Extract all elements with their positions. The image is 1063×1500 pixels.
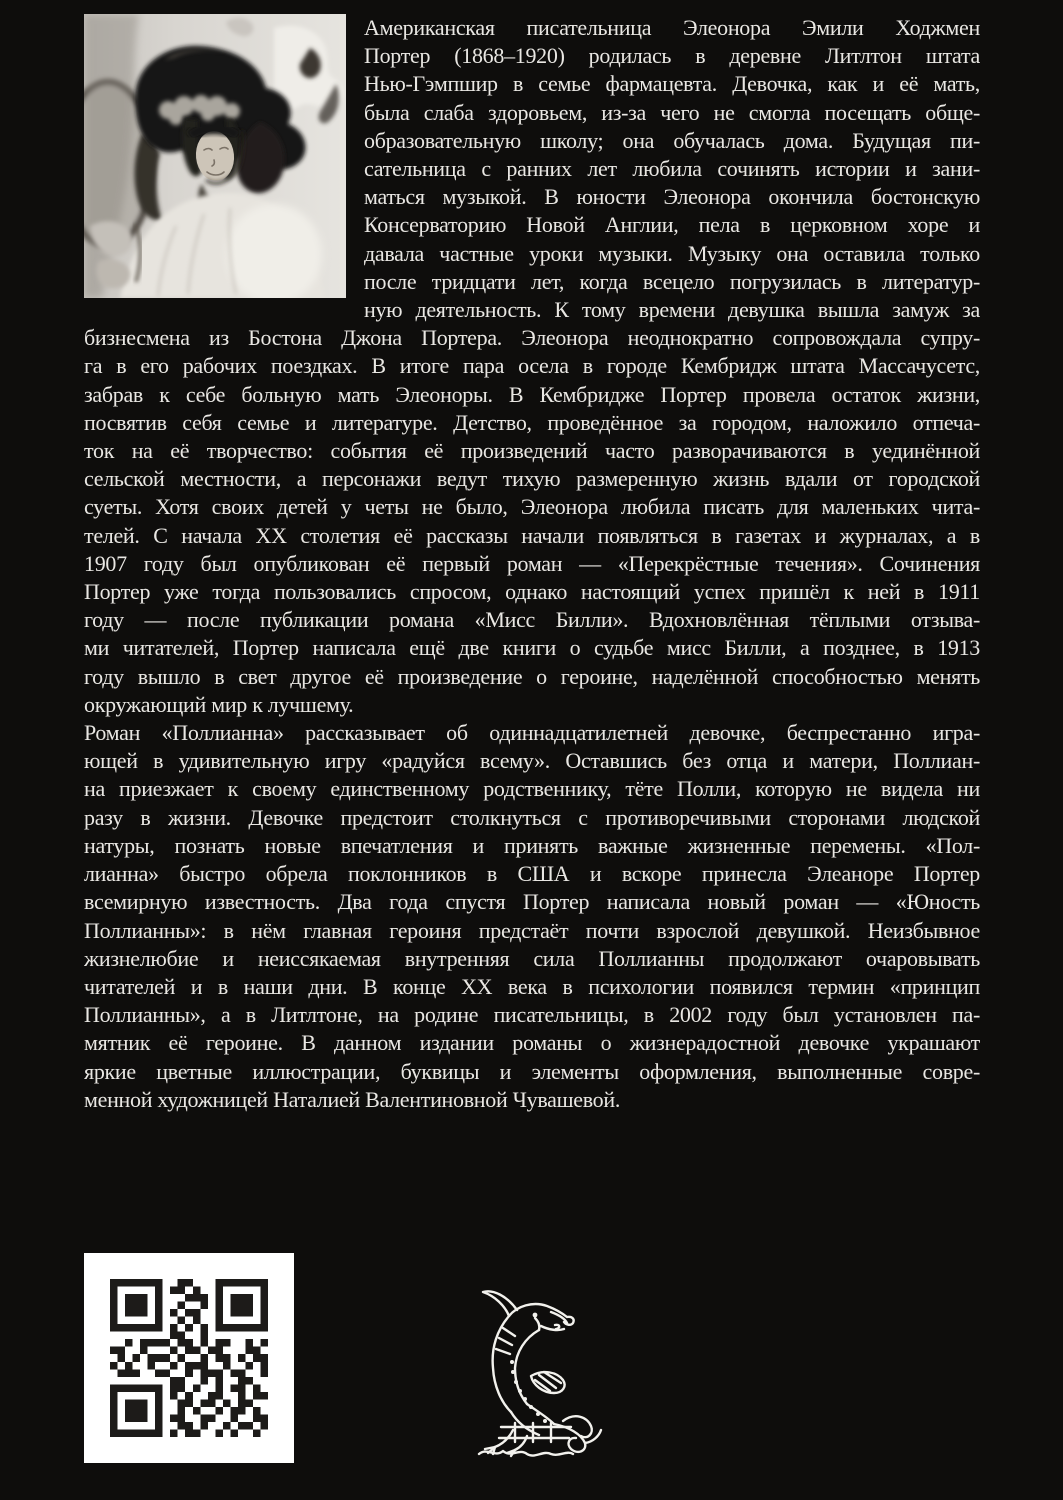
text-line: ную деятельность. К тому времени девушка вышла замуж за: [364, 297, 980, 323]
text-line: жизнелюбие и неиссякаемая внутренняя сила Поллианны продолжают очаровывать: [84, 945, 980, 971]
text-line: Портер (1868–1920) родилась в деревне Литлтон штата: [364, 43, 980, 69]
text-line: посвятив себя семье и литературе. Детство, проведённое за городом, наложило отпеча-: [84, 409, 980, 435]
text-line: га в его рабочих поездках. В итоге пара осела в городе Кембридж штата Массачусетс,: [84, 353, 980, 379]
annotation-text-block: [84, 14, 980, 1114]
text-line: Поллианны», а в Литлтоне, на родине писательницы, в 2002 году был установлен па-: [84, 1002, 980, 1028]
text-line: ющей в удивительную игру «радуйся всему». Оставшись без отца и матери, Поллиан-: [84, 748, 980, 774]
text-line: 1907 году был опубликован её первый роман — «Перекрёстные течения». Сочинения: [84, 550, 980, 576]
text-line: образовательную школу; она обучалась дома. Будущая пи-: [364, 127, 980, 153]
text-line: Нью-Гэмпшир в семье фармацевта. Девочка, как и её мать,: [364, 71, 980, 97]
text-line: яркие цветные иллюстрации, буквицы и элементы оформления, выполненные совре-: [84, 1058, 980, 1084]
publisher-dragon-logo: [455, 1284, 605, 1462]
text-line: на приезжает к своему единственному родственнику, тёте Полли, которую не видела ни: [84, 776, 980, 802]
text-line: давала частные уроки музыки. Музыку она оставила только: [364, 240, 980, 266]
text-line: Американская писательница Элеонора Эмили Ходжмен: [364, 15, 980, 40]
text-line: году — после публикации романа «Мисс Билли». Вдохновлённая тёплыми отзыва-: [84, 607, 980, 633]
text-line: всемирную известность. Два года спустя Портер написала новый роман — «Юность: [84, 889, 980, 915]
text-line: разу в жизни. Девочке предстоит столкнуться с противоречивыми сторонами людской: [84, 804, 980, 830]
text-line: забрав к себе больную мать Элеоноры. В Кембридже Портер провела остаток жизни,: [84, 381, 980, 407]
text-line: бизнесмена из Бостона Джона Портера. Элеонора неоднократно сопровождала супру-: [84, 325, 980, 351]
text-line: сельской местности, а персонажи ведут тихую размеренную жизнь вдали от городской: [84, 466, 980, 492]
text-line: году вышло в свет другое её произведение о героине, наделённой способностью менять: [84, 663, 980, 689]
text-line: суеты. Хотя своих детей у четы не было, Элеонора любила писать для маленьких чита-: [84, 494, 980, 520]
dragon-colophon-drawing: [455, 1284, 605, 1462]
text-line: Поллианны»: в нём главная героиня предстаёт почти взрослой девушкой. Неизбывное: [84, 917, 980, 943]
text-line: мятник её героине. В данном издании романы о жизнерадостной девочке украшают: [84, 1030, 980, 1056]
text-line: после тридцати лет, когда всецело погрузилась в литератур-: [364, 268, 980, 294]
text-line: ми читателей, Портер написала ещё две книги о судьбе мисс Билли, а позднее, в 1913: [84, 635, 980, 661]
text-line: Роман «Поллианна» рассказывает об одиннадцатилетней девочке, беспрестанно игра-: [84, 720, 980, 746]
text-line: телей. С начала XX столетия её рассказы начали появляться в газетах и журналах, а в: [84, 522, 980, 548]
text-line: окружающий мир к лучшему.: [84, 691, 354, 717]
qr-code-pattern: [110, 1279, 268, 1437]
text-line: ток на её творчество: события её произведений часто разворачиваются в уединённой: [84, 438, 980, 464]
text-line: маться музыкой. В юности Элеонора окончила бостонскую: [364, 184, 980, 210]
text-line: натуры, познать новые впечатления и принять важные жизненные перемены. «Пол-: [84, 832, 980, 858]
portrait-illustration: [84, 14, 346, 298]
text-line: читателей и в наши дни. В конце XX века в психологии появился термин «принцип: [84, 973, 980, 999]
text-line: Консерваторию Новой Англии, пела в церковном хоре и: [364, 212, 980, 238]
biography-paragraph-2: [84, 719, 980, 1114]
text-line: была слаба здоровьем, из-за чего не смогла посещать обще-: [364, 99, 980, 125]
text-line: менной художницей Наталией Валентиновной Чувашевой.: [84, 1086, 621, 1112]
qr-code: [84, 1253, 294, 1463]
text-line: сательница с ранних лет любила сочинять истории и зани-: [364, 156, 980, 182]
text-line: лианна» быстро обрела поклонников в США и вскоре принесла Элеаноре Портер: [84, 861, 980, 887]
author-portrait-photo: [84, 14, 346, 298]
text-line: Портер уже тогда пользовались спросом, однако настоящий успех пришёл к ней в 1911: [84, 579, 980, 605]
